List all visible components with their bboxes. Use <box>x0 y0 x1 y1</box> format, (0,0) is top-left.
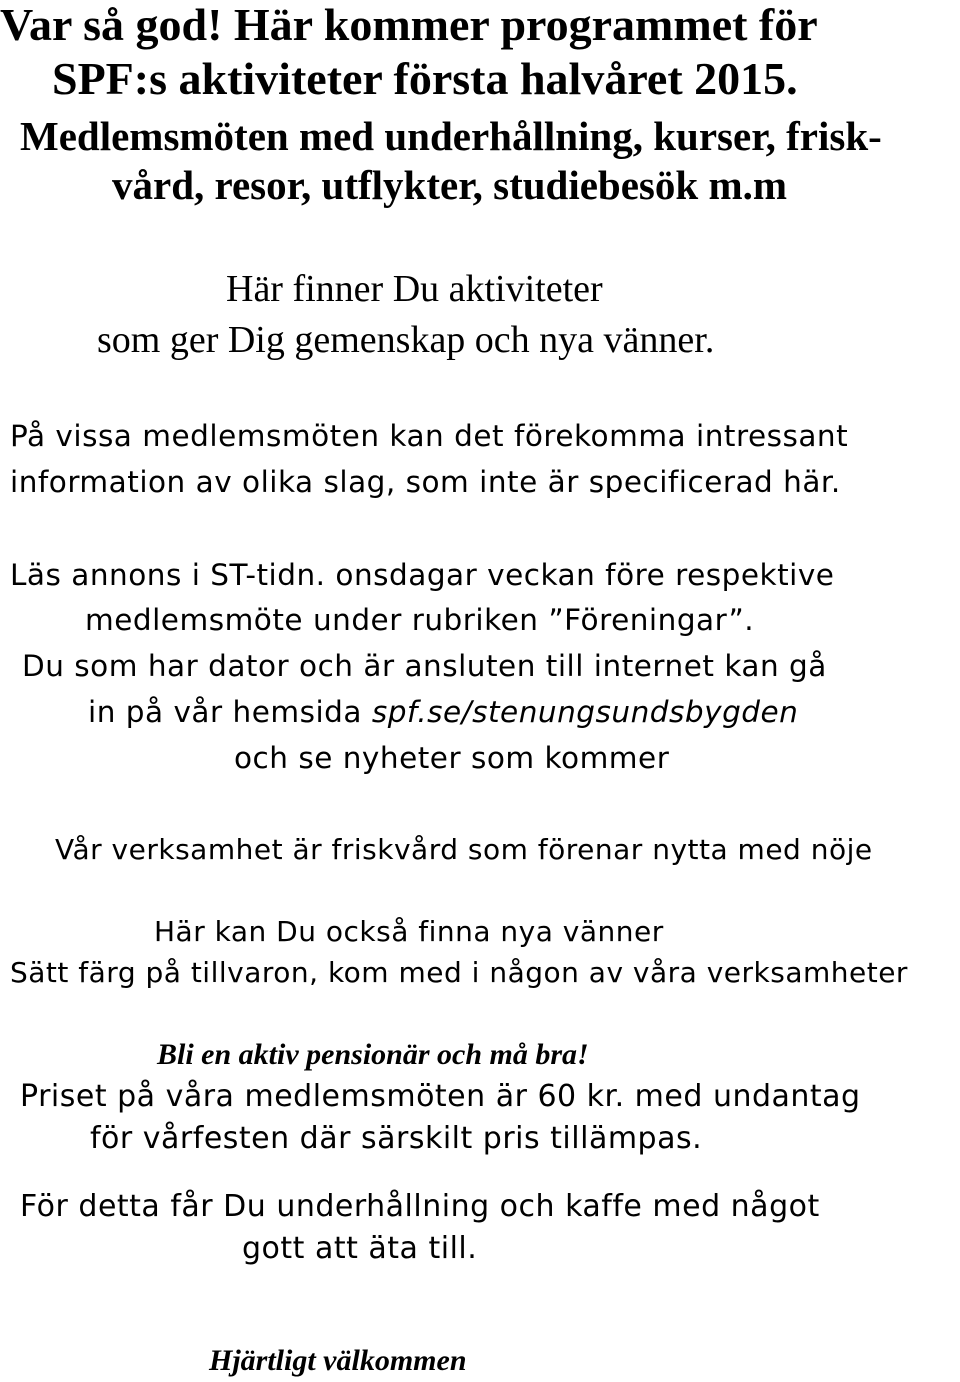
website-link[interactable]: spf.se/stenungsundsbygden <box>371 695 799 729</box>
announcement-line-4 <box>88 695 799 729</box>
motto-line-3: Sätt färg på tillvaron, kom med i någon av våra verksamheter <box>10 956 908 989</box>
announcement-line-4-prefix: in på vår hemsida <box>88 695 372 729</box>
pricing-line-4: gott att äta till. <box>242 1231 478 1266</box>
announcement-line-5: och se nyheter som kommer <box>234 741 670 775</box>
announcement-line-3: Du som har dator och är ansluten till internet kan gå <box>22 649 827 683</box>
motto-line-2: Här kan Du också finna nya vänner <box>154 915 664 948</box>
info-line-2: information av olika slag, som inte är specificerad här. <box>10 465 841 499</box>
closing-text: Hjärtligt välkommen <box>209 1344 467 1377</box>
slogan: Bli en aktiv pensionär och må bra! <box>157 1038 589 1071</box>
intro-line-2: SPF:s aktiviteter första halvåret 2015. <box>52 53 798 104</box>
announcement-line-1: Läs annons i ST-tidn. onsdagar veckan före respektive <box>10 558 835 592</box>
welcome-line-1: Här finner Du aktiviteter <box>226 268 603 310</box>
info-line-1: På vissa medlemsmöten kan det förekomma intressant <box>10 419 849 453</box>
welcome-line-2: som ger Dig gemenskap och nya vänner. <box>97 319 715 361</box>
pricing-line-3: För detta får Du underhållning och kaffe med något <box>20 1189 820 1224</box>
pricing-line-1: Priset på våra medlemsmöten är 60 kr. med undantag <box>20 1079 861 1114</box>
announcement-line-2: medlemsmöte under rubriken ”Föreningar”. <box>85 603 755 637</box>
intro-line-3: Medlemsmöten med underhållning, kurser, frisk- <box>20 113 882 159</box>
pricing-line-2: för vårfesten där särskilt pris tillämpas. <box>90 1121 703 1156</box>
motto-line-1: Vår verksamhet är friskvård som förenar nytta med nöje <box>55 833 873 866</box>
intro-line-1: Var så god! Här kommer programmet för <box>0 0 818 50</box>
intro-line-4: vård, resor, utflykter, studiebesök m.m <box>112 162 787 208</box>
